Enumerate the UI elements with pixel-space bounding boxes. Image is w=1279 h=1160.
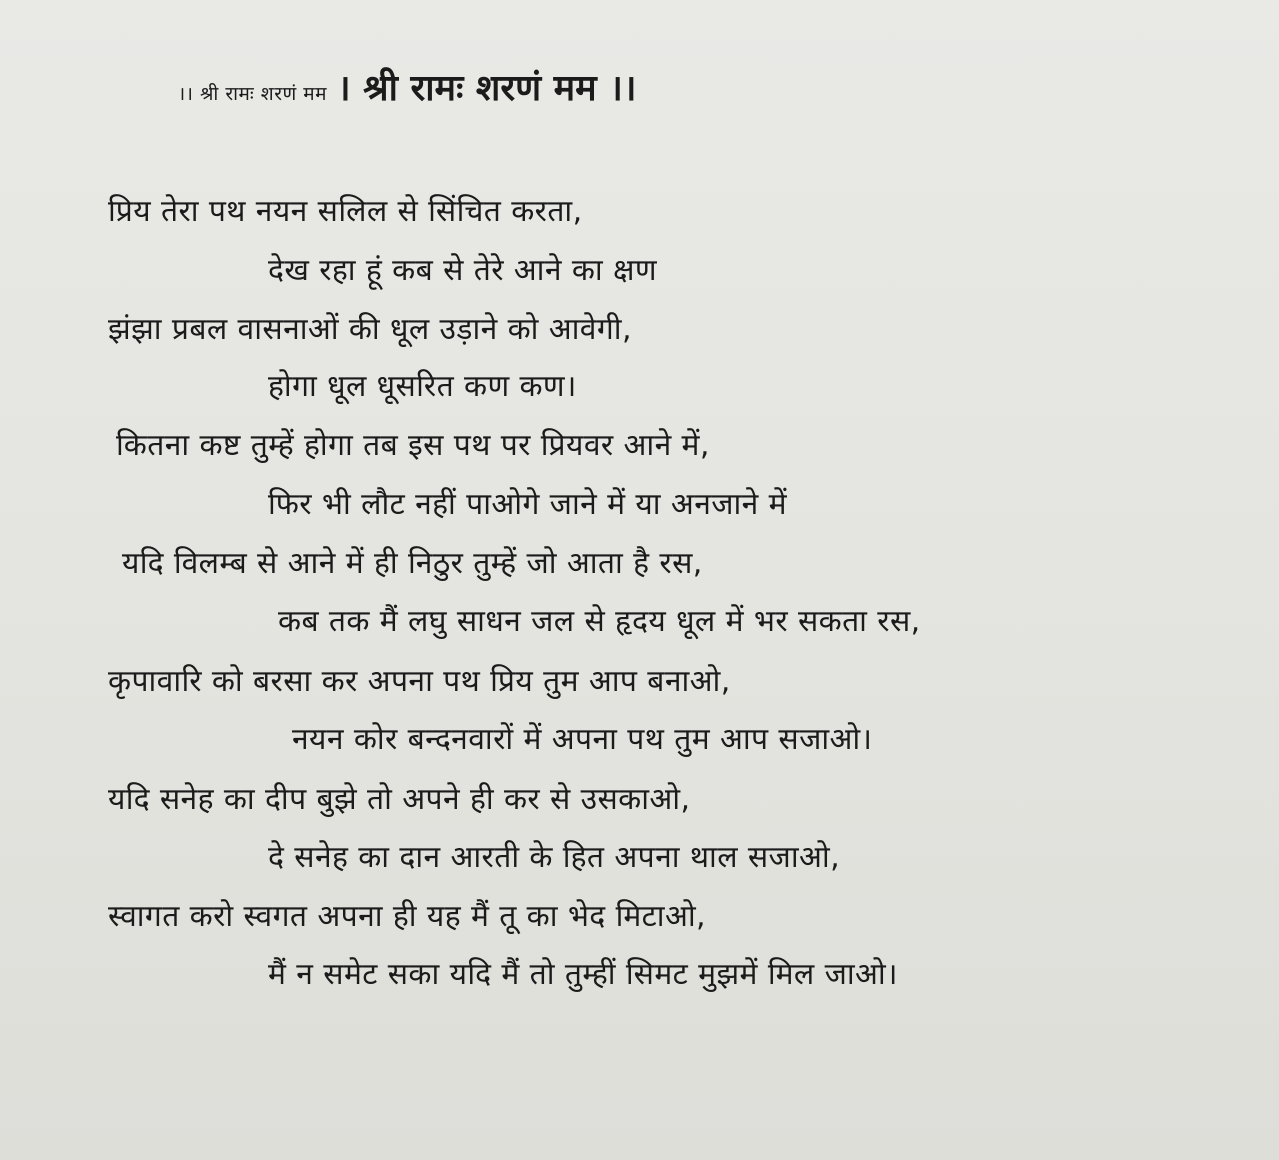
poem-line: नयन कोर बन्दनवारों में अपना पथ तुम आप सजाओ। [292, 722, 873, 757]
poem-line: यदि विलम्ब से आने में ही निठुर तुम्हें जो आता है रस, [122, 546, 703, 581]
poem-line: देख रहा हूं कब से तेरे आने का क्षण [268, 253, 657, 288]
poem-line: कब तक मैं लघु साधन जल से हृदय धूल में भर सकता रस, [278, 604, 921, 639]
poem-line: प्रिय तेरा पथ नयन सलिल से सिंचित करता, [108, 194, 583, 229]
poem-line: फिर भी लौट नहीं पाओगे जाने में या अनजाने में [268, 487, 788, 522]
poem-line: दे सनेह का दान आरती के हित अपना थाल सजाओ, [268, 840, 841, 875]
poem-line: मैं न समेट सका यदि मैं तो तुम्हीं सिमट मुझमें मिल जाओ। [268, 957, 898, 992]
header-invocation-small: ।। श्री रामः शरणं मम [178, 83, 327, 105]
poem-line: स्वागत करो स्वगत अपना ही यह मैं तू का भेद मिटाओ, [108, 899, 706, 934]
page-header [178, 62, 637, 111]
poem-line: झंझा प्रबल वासनाओं की धूल उड़ाने को आवेगी, [108, 312, 632, 347]
poem-line: कितना कष्ट तुम्हें होगा तब इस पथ पर प्रियवर आने में, [116, 428, 710, 463]
poem-line: यदि सनेह का दीप बुझे तो अपने ही कर से उसकाओ, [108, 782, 691, 817]
poem-line: होगा धूल धूसरित कण कण। [268, 369, 577, 404]
poem-line: कृपावारि को बरसा कर अपना पथ प्रिय तुम आप बनाओ, [108, 664, 731, 699]
header-invocation-large: । श्री रामः शरणं मम ।। [336, 68, 637, 109]
